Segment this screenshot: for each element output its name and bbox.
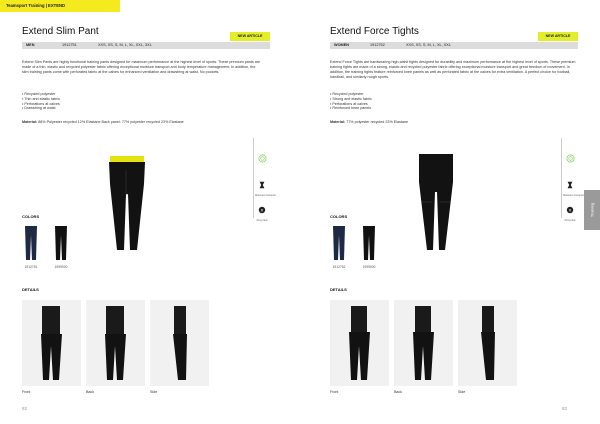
color-swatch-navy-left[interactable] <box>24 225 38 261</box>
material-left <box>22 120 184 124</box>
details-heading-right: DETAILS <box>330 287 347 292</box>
sizes: XXS, XS, S, M, L, XL, XXL <box>406 43 451 47</box>
feature-item: • Recycled polyester <box>330 92 364 96</box>
detail-caption-side: Side <box>458 390 466 394</box>
product-image-left <box>104 154 150 254</box>
swatch-code: 1999000 <box>54 265 68 269</box>
divider <box>253 138 254 218</box>
recycled-icon <box>563 150 577 168</box>
recycled-polyester-icon <box>255 201 269 219</box>
colors-heading-right: COLORS <box>330 214 348 219</box>
detail-photo-side-left <box>150 300 209 386</box>
detail-photo-front-right <box>330 300 389 386</box>
spec-bar-right <box>330 42 578 49</box>
new-article-badge-left: NEW ARTICLE <box>230 32 270 41</box>
color-swatch-black-left[interactable] <box>54 225 68 261</box>
detail-photo-back-left <box>86 300 145 386</box>
detail-caption-front: Front <box>22 390 31 394</box>
color-swatch-navy-right[interactable] <box>332 225 346 261</box>
icon-label: Recycled <box>256 219 268 222</box>
icon-label: Recycled <box>564 219 576 222</box>
colors-heading-left: COLORS <box>22 214 40 219</box>
swatch-code: 1999000 <box>362 265 376 269</box>
icon-label: Moisture transport <box>563 194 584 197</box>
product-image-right <box>414 152 458 254</box>
details-heading-left: DETAILS <box>22 287 39 292</box>
material-label: Material: <box>22 120 38 124</box>
detail-caption-side: Side <box>150 390 158 394</box>
section-label: Teamsport Training | EXTEND <box>0 0 120 12</box>
product-title-left: Extend Slim Pant <box>22 26 99 37</box>
feature-item: • Thin and elastic fabric <box>22 96 61 101</box>
detail-caption-back: Back <box>394 390 402 394</box>
feature-list-right <box>330 92 450 111</box>
swatch-code: 1912752 <box>332 265 346 269</box>
spec-bar-left <box>22 42 270 49</box>
divider <box>561 138 562 218</box>
page-number-left: 82 <box>22 406 28 411</box>
moisture-transport-icon <box>255 176 269 194</box>
sizes: XXS, XS, S, M, L, XL, XXL, 3XL <box>98 43 152 47</box>
new-article-badge-right: NEW ARTICLE <box>538 32 578 41</box>
feature-item: • Recycled polyester <box>22 92 56 96</box>
feature-list-left <box>22 92 142 111</box>
sku: 1912752 <box>370 43 385 47</box>
feature-item: • Reinforced knee panels <box>330 106 372 111</box>
side-tab[interactable] <box>584 190 600 230</box>
detail-caption-front: Front <box>330 390 339 394</box>
side-tab-label: Training <box>589 202 595 218</box>
detail-caption-back: Back <box>86 390 94 394</box>
gender-label: MEN <box>26 43 35 47</box>
material-value: 88% Polyester recycled 12% Elastane Back panel: 77% polyester recycled 23% Elastane <box>38 120 184 124</box>
feature-item: • Perforations at calves <box>22 101 60 106</box>
detail-photo-front-left <box>22 300 81 386</box>
product-title-right: Extend Force Tights <box>330 26 419 37</box>
material-value: 77% polyester recycled 23% Elastane <box>346 120 409 124</box>
recycled-icon <box>255 150 269 168</box>
gender-label: WOMEN <box>334 43 349 47</box>
color-swatch-black-right[interactable] <box>362 225 376 261</box>
description-right: Extend Force Tights are hardwearing high-waist tights designed for durability and maximum performance at the highest level of sports. These premium training tights are made of a strong, elastic and recycled polyester fabric offering exceptional moisture transport and great freedom of movement. In addition, the training tights feature reinforced knee panels as well as perforated fabric at the calves for extra ventilation. A perfect choice for football, handball, and similarly rough sports. <box>330 60 576 79</box>
svg-text:R: R <box>260 208 264 213</box>
feature-item: • Strong and elastic fabric <box>330 96 372 101</box>
recycled-polyester-icon <box>563 201 577 219</box>
material-right <box>330 120 408 124</box>
icon-label: Moisture transport <box>255 194 276 197</box>
page-number-right: 83 <box>562 406 568 411</box>
waistband <box>110 156 144 162</box>
detail-photo-back-right <box>394 300 453 386</box>
description-left: Extend Slim Pants are highly functional training pants designed for maximum performance at the highest level of sports. These premium pants are made of a thin, elastic and recycled polyester fabric offering exceptional moisture transport and body temperature management. In addition, the slim training pants come with perforated fabric at the calves for enhanced ventilation and drawstring at waist. No pockets. <box>22 60 261 74</box>
feature-item: • Perforations at calves <box>330 101 368 106</box>
svg-text:R: R <box>568 208 572 213</box>
feature-item: • Drawstring at waist <box>22 106 56 111</box>
detail-photo-side-right <box>458 300 517 386</box>
sku: 1912751 <box>62 43 77 47</box>
swatch-code: 1912751 <box>24 265 38 269</box>
moisture-transport-icon <box>563 176 577 194</box>
icon-column-left <box>255 150 276 222</box>
icon-column-right <box>563 150 584 222</box>
material-label: Material: <box>330 120 346 124</box>
